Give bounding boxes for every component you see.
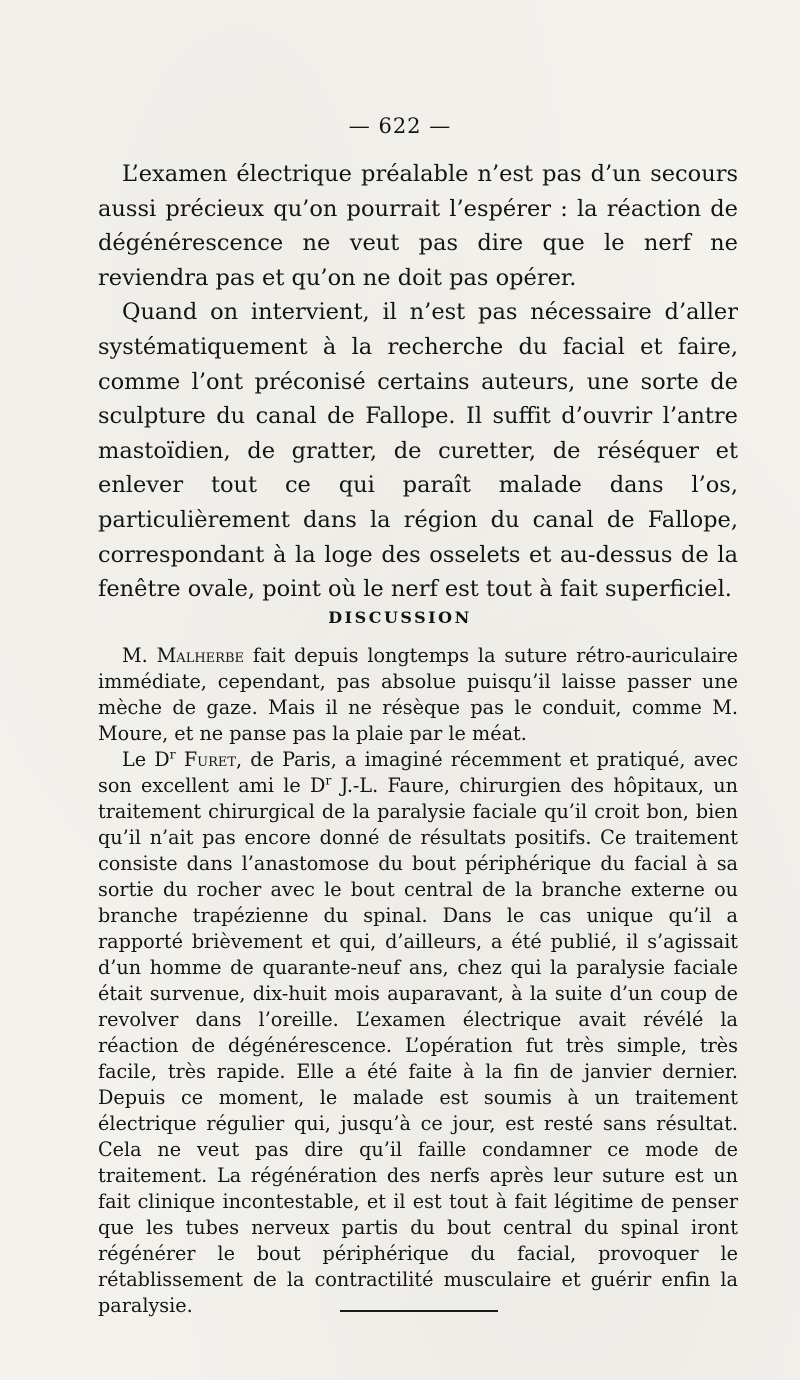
speaker-name: Furet [183, 748, 237, 771]
end-rule [340, 1310, 498, 1312]
paragraph-text: , de Paris, a imaginé récemment et pratiqué, avec son excellent ami le D [98, 748, 738, 797]
paragraph-electrical-exam: L’examen électrique préalable n’est pas d’un secours aussi précieux qu’on pourrait l’espérer : la réaction de dégénérescence ne veut pas dire que le nerf ne reviendra pas et qu’on ne doit pas opérer. [98, 161, 738, 291]
superscript: r [325, 772, 332, 788]
discussion-paragraph-furet [98, 747, 738, 1319]
discussion-heading: DISCUSSION [328, 608, 472, 627]
paragraph-surgical-approach: Quand on intervient, il n’est pas nécessaire d’aller systématiquement à la recherche du facial et faire, comme l’ont préconisé certains auteurs, une sorte de sculpture du canal de Fallope. Il suffit d’ouvrir l’antre mastoïdien, de gratter, de curetter, de réséquer et enlever tout ce qui paraît malade dans l’os, particulièrement dans la région du canal de Fallope, correspondant à la loge des osselets et au-dessus de la fenêtre ovale, point où le nerf est tout à fait superficiel. [98, 299, 738, 603]
paragraph-text: fait depuis longtemps la suture rétro-auriculaire immédiate, cependant, pas absolue puisqu’il laisse passer une mèche de gaze. Mais il ne résèque pas le conduit, comme M. Moure, et ne panse pas la plaie par le méat. [98, 644, 738, 745]
speaker-name: Malherbe [156, 644, 244, 667]
speaker-prefix: Le D [122, 748, 170, 771]
discussion-paragraph-malherbe [98, 643, 738, 747]
paragraph-text: J.-L. Faure, chirurgien des hôpitaux, un traitement chirurgical de la paralysie faciale qu’il croit bon, bien qu’il n’ait pas encore donné de résultats positifs. Ce traitement consiste dans l’anastomose du bout périphérique du facial à sa sortie du rocher avec le bout central de la branche externe ou branche trapézienne du spinal. Dans le cas unique qu’il a rapporté brièvement et qui, d’ailleurs, a été publié, il s’agissait d’un homme de quarante-neuf ans, chez qui la paralysie faciale était survenue, dix-huit mois auparavant, à la suite d’un coup de revolver dans l’oreille. L’examen électrique avait révélé la réaction de dégénérescence. L’opération fut très simple, très facile, très rapide. Elle a été faite à la fin de janvier dernier. Depuis ce moment, le malade est soumis à un traitement électrique régulier qui, jusqu’à ce jour, est resté sans résultat. Cela ne veut pas dire qu’il faille condamner ce mode de traitement. La régénération des nerfs après leur suture est un fait clinique incontestable, et il est tout à fait légitime de penser que les tubes nerveux partis du bout central du spinal iront régénérer le bout périphérique du facial, provoquer le rétablissement de la contractilité musculaire et guérir enfin la paralysie. [98, 774, 738, 1317]
discussion-section [98, 643, 738, 1319]
page-number: — 622 — [348, 114, 452, 138]
superscript: r [169, 746, 176, 762]
speaker-prefix: M. [122, 644, 157, 667]
main-text [98, 157, 738, 607]
